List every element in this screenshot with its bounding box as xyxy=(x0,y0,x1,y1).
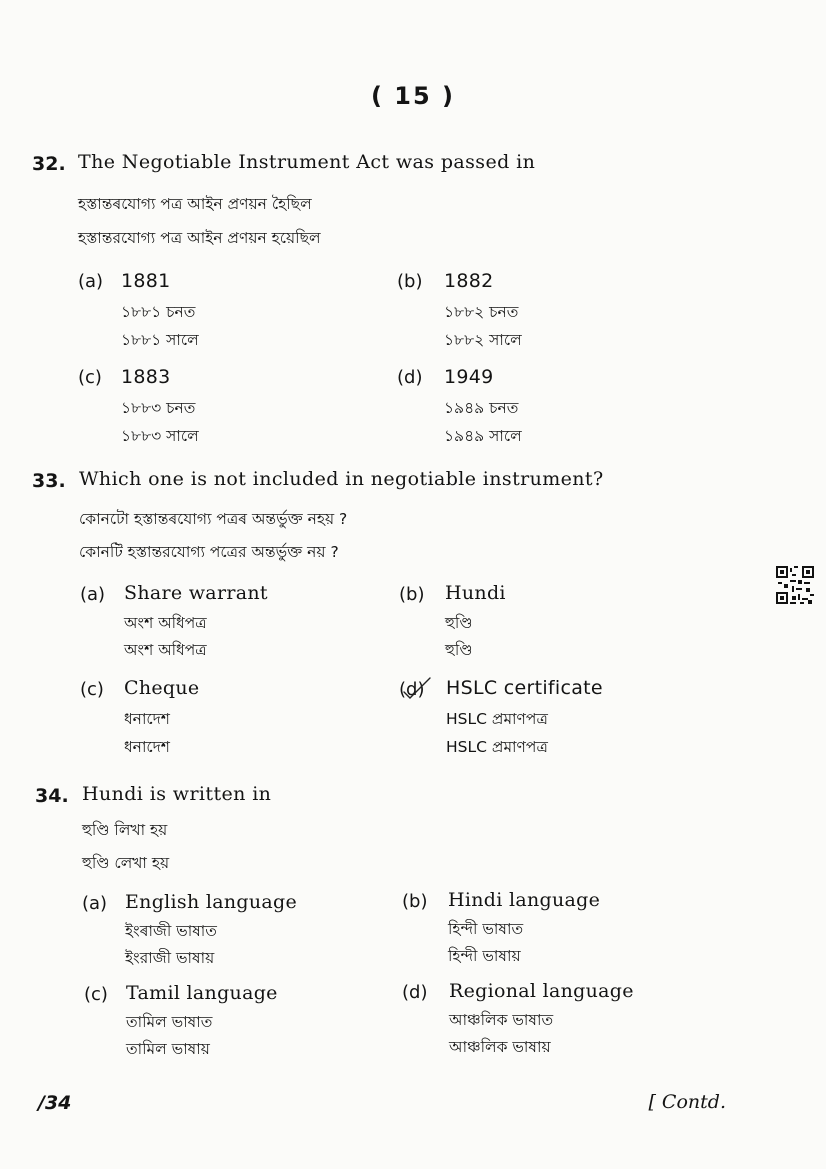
option-text-bengali: ১৯৪৯ সালে xyxy=(444,427,522,445)
question-text: Which one is not included in negotiable instrument? xyxy=(79,468,604,490)
handwritten-tick-mark xyxy=(398,676,432,702)
option-text-bengali: তামিল ভাষায় xyxy=(126,1040,210,1058)
page-number: ( 15 ) xyxy=(370,82,456,110)
question-text: Hundi is written in xyxy=(82,783,272,805)
option-text: Share warrant xyxy=(124,582,268,604)
option-text-bengali: ১৮৮১ সালে xyxy=(121,331,199,349)
option-text: 1883 xyxy=(121,366,171,388)
option-label: (b) xyxy=(397,271,423,292)
option-text: 1882 xyxy=(444,270,494,292)
option-text: 1949 xyxy=(444,366,494,388)
question-text-assamese: হস্তান্তৰযোগ্য পত্ৰ আইন প্ৰণয়ন হৈছিল xyxy=(78,195,312,213)
option-label: (c) xyxy=(84,984,108,1005)
option-text-assamese: ১৮৮১ চনত xyxy=(121,303,196,321)
option-text-bengali: হুণ্ডি xyxy=(445,641,473,659)
option-text: Hundi xyxy=(445,582,506,604)
question-text-bengali: হুণ্ডি লেখা হয় xyxy=(82,854,170,872)
option-text-bengali: হিন্দী ভাষায় xyxy=(448,947,521,965)
footer-code: /34 xyxy=(38,1092,72,1114)
option-text-assamese: তামিল ভাষাত xyxy=(126,1013,213,1031)
option-text-assamese: ১৮৮২ চনত xyxy=(444,303,519,321)
option-label: (a) xyxy=(80,584,106,605)
option-text-bengali: ১৮৮৩ সালে xyxy=(121,427,199,445)
option-text-assamese: হিন্দী ভাষাত xyxy=(448,920,524,938)
option-text-assamese: অংশ অধিপত্ৰ xyxy=(124,614,207,632)
option-text: English language xyxy=(125,891,298,913)
option-label: (d) xyxy=(397,367,423,388)
question-text-bengali: কোনটি হস্তান্তরযোগ্য পত্রের অন্তর্ভুক্ত নয় ? xyxy=(79,543,339,561)
option-label: (d) xyxy=(399,679,425,700)
question-text-assamese: কোনটো হস্তান্তৰযোগ্য পত্ৰৰ অন্তৰ্ভুক্ত নহয় ? xyxy=(79,510,348,528)
option-text-bengali: আঞ্চলিক ভাষায় xyxy=(449,1038,551,1056)
option-text-bengali: ধনাদেশ xyxy=(124,738,170,756)
option-text-assamese: ১৮৮৩ চনত xyxy=(121,399,196,417)
option-text: Regional language xyxy=(449,980,634,1002)
option-text-bengali: HSLC প্রমাণপত্র xyxy=(446,738,548,756)
option-text-assamese: ইংৰাজী ভাষাত xyxy=(125,922,217,940)
option-text-assamese: HSLC প্ৰমাণপত্ৰ xyxy=(446,710,548,728)
option-text-assamese: হুণ্ডি xyxy=(445,614,473,632)
option-text-assamese: আঞ্চলিক ভাষাত xyxy=(449,1011,554,1029)
option-label: (b) xyxy=(399,584,425,605)
option-label: (c) xyxy=(78,367,102,388)
question-text-bengali: হস্তান্তরযোগ্য পত্র আইন প্রণয়ন হয়েছিল xyxy=(78,229,321,247)
option-text-assamese: ধনাদেশ xyxy=(124,710,170,728)
question-text-assamese: হুণ্ডি লিখা হয় xyxy=(82,821,168,839)
question-number: 32. xyxy=(32,153,66,175)
option-text: 1881 xyxy=(121,270,171,292)
qr-code xyxy=(776,566,814,604)
option-label: (d) xyxy=(402,982,428,1003)
option-text: Hindi language xyxy=(448,889,601,911)
option-text: Cheque xyxy=(124,677,200,699)
option-label: (a) xyxy=(78,271,104,292)
footer-continued: [ Contd. xyxy=(648,1091,726,1113)
option-label: (b) xyxy=(402,891,428,912)
show-through-decoration xyxy=(700,500,705,519)
question-number: 33. xyxy=(32,470,66,492)
option-text-bengali: অংশ অধিপত্র xyxy=(124,641,207,659)
question-number: 34. xyxy=(35,785,69,807)
option-label: (c) xyxy=(80,679,104,700)
question-text: The Negotiable Instrument Act was passed in xyxy=(78,151,536,173)
option-label: (a) xyxy=(82,893,108,914)
option-text-assamese: ১৯৪৯ চনত xyxy=(444,399,519,417)
option-text: HSLC certificate xyxy=(446,677,603,699)
option-text-bengali: ১৮৮২ সালে xyxy=(444,331,522,349)
option-text: Tamil language xyxy=(126,982,278,1004)
option-text-bengali: ইংরাজী ভাষায় xyxy=(125,949,215,967)
